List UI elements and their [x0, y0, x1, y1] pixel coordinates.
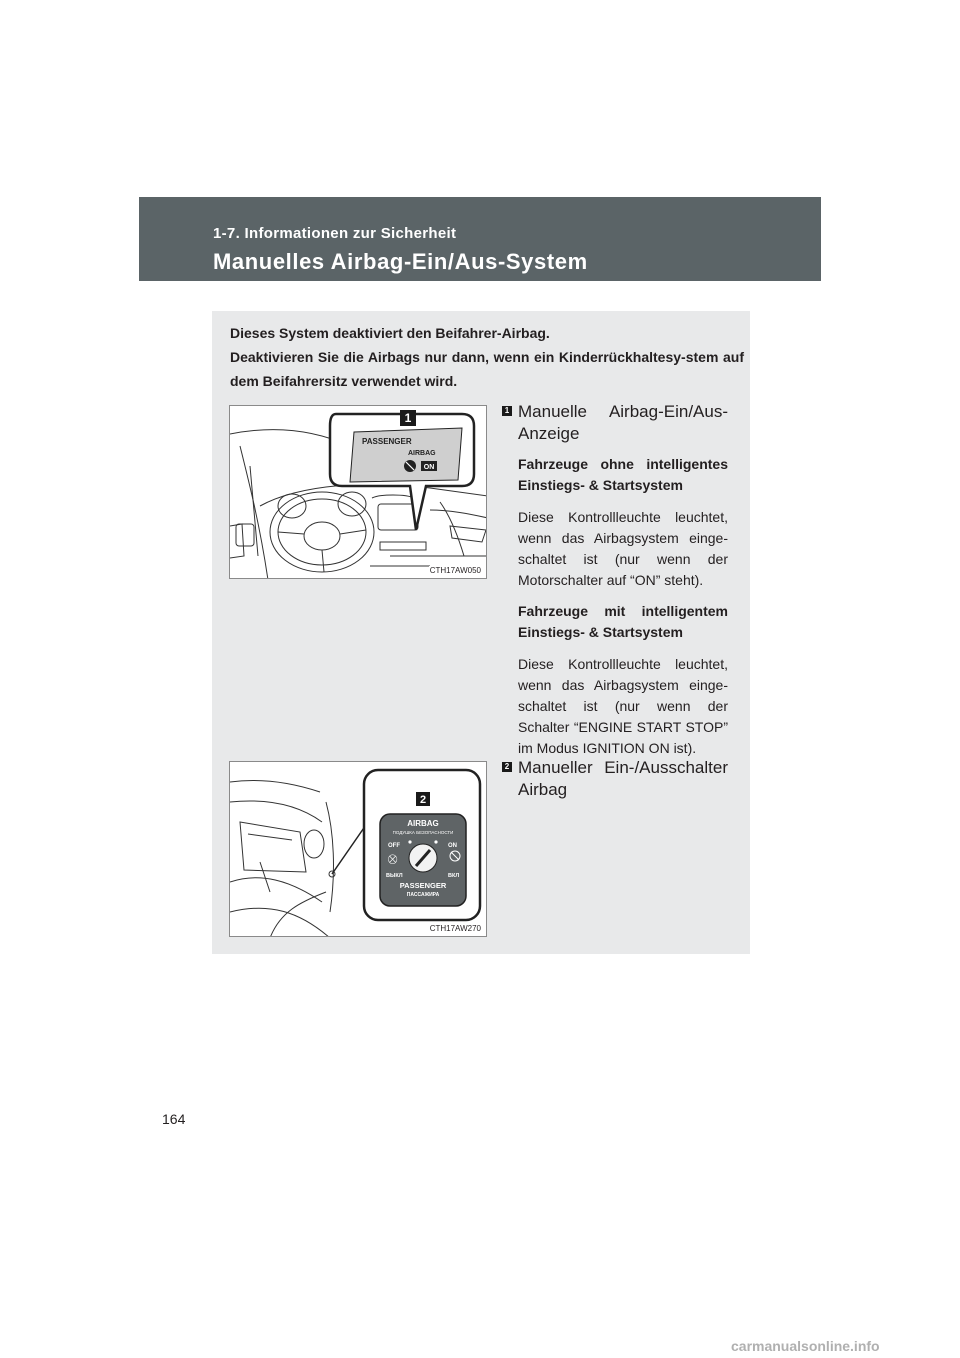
- section-label: 1-7. Informationen zur Sicherheit: [213, 225, 457, 242]
- chapter-header: [139, 197, 821, 281]
- sub-text: Diese Kontrollleuchte leuchtet, wenn das Airbagsystem einge-schaltet ist (nur wenn der Schalter “ENGINE START STOP” im Modus IGNITION ON ist).: [518, 656, 728, 756]
- item-body: [518, 454, 728, 759]
- figure-code: CTH17AW270: [429, 924, 481, 933]
- item-switch: [502, 757, 728, 801]
- callout-number-1: 1: [404, 411, 412, 425]
- child-seat-icon: ⛒: [388, 854, 398, 864]
- label-airbag: AIRBAG: [408, 450, 436, 457]
- intro-line-1: Dieses System deaktiviert den Beifahrer-Airbag.: [230, 325, 550, 341]
- switch-label-airbag: AIRBAG: [407, 819, 439, 828]
- item-indicator: [502, 401, 728, 769]
- figure-code: CTH17AW050: [429, 566, 481, 575]
- intro-line-2: Deaktivieren Sie die Airbags nur dann, wenn ein Kinderrückhaltesy-stem auf dem Beifahrersitz verwendet wird.: [230, 349, 744, 389]
- sub-heading: Fahrzeuge ohne intelligentes Einstiegs- & Startsystem: [518, 456, 728, 493]
- item-number-1: 1: [502, 406, 512, 416]
- page-title: Manuelles Airbag-Ein/Aus-System: [213, 249, 588, 274]
- switch-label-off: OFF: [388, 843, 400, 849]
- switch-illustration: [230, 762, 487, 937]
- label-on: ON: [423, 464, 435, 471]
- switch-label-off-ru: ВЫКЛ: [386, 873, 403, 879]
- callout-number-2: 2: [419, 794, 427, 806]
- switch-label-passenger-ru: ПАССАЖИРА: [406, 892, 440, 898]
- switch-label-airbag-ru: ПОДУШКА БЕЗОПАСНОСТИ: [392, 830, 454, 835]
- sub-heading: Fahrzeuge mit intelligentem Einstiegs- & Startsystem: [518, 603, 728, 640]
- figure-switch: [229, 761, 487, 937]
- item-number-2: 2: [502, 762, 512, 772]
- switch-label-passenger: PASSENGER: [399, 881, 447, 890]
- item-title: Manueller Ein-/Ausschalter Airbag: [518, 758, 728, 799]
- item-title: Manuelle Airbag-Ein/Aus-Anzeige: [518, 402, 728, 443]
- page-number: 164: [162, 1111, 186, 1127]
- intro-text: [230, 321, 744, 393]
- watermark: carmanualsonline.info: [731, 1338, 880, 1354]
- sub-text: Diese Kontrollleuchte leuchtet, wenn das Airbagsystem einge-schaltet ist (nur wenn der Motorschalter auf “ON” steht).: [518, 509, 728, 588]
- switch-label-on: ON: [448, 843, 457, 849]
- content-panel: [212, 311, 750, 954]
- dashboard-illustration: [230, 406, 487, 579]
- figure-indicator: [229, 405, 487, 579]
- switch-label-on-ru: ВКЛ: [448, 873, 460, 879]
- label-passenger: PASSENGER: [362, 437, 412, 446]
